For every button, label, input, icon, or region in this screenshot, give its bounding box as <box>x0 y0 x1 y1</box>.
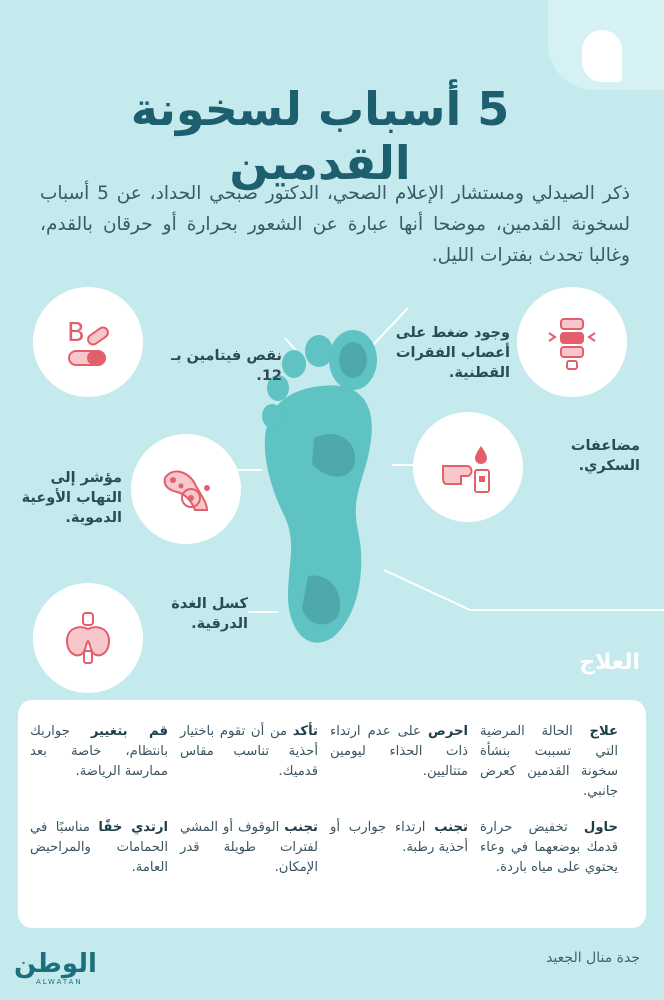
tip-card <box>480 722 618 802</box>
intro-paragraph: ذكر الصيدلي ومستشار الإعلام الصحي، الدكتور صبحي الحداد، عن 5 أسباب لسخونة القدمين، موضحا أنها عبارة عن الشعور بحرارة أو حرقان بالقدم، وغالبا تحدث بفترات الليل. <box>40 183 630 266</box>
cause-b12-label: نقص فيتامين بـ 12. <box>171 348 282 384</box>
alwatan-logo <box>14 950 114 994</box>
cause-diabetes-label: مضاعفات السكري. <box>570 438 640 474</box>
tip-text: الوقوف أو المشي لفترات طويلة قدر الإمكان. <box>180 820 318 875</box>
logo-latin: ALWATAN <box>36 978 83 986</box>
lumbar-spine-icon <box>541 311 603 373</box>
tip-lead: قم بتغيير <box>90 724 168 739</box>
tip-text: ارتداء جوارب أو أحذية رطبة. <box>330 820 468 855</box>
spine-circle <box>520 290 624 394</box>
diabetes-circle <box>416 415 520 519</box>
treatment-title: العلاج <box>579 650 640 675</box>
treatment-panel <box>18 700 646 928</box>
glucose-test-icon <box>437 436 499 498</box>
thyroid-gland-icon <box>57 607 119 669</box>
page-title: 5 أسباب لسخونة القدمين <box>130 82 510 190</box>
tip-card <box>30 722 168 782</box>
thyroid-circle <box>36 586 140 690</box>
tip-text: الحالة المرضية التي تسببت بنشأة سخونة القدمين كعرض جانبي. <box>480 724 618 799</box>
cause-thyroid-label: كسل الغدة الدرقية. <box>171 596 248 632</box>
credit-line: جدة منال الجعيد <box>546 950 640 966</box>
tip-text: على عدم ارتداء ذات الحذاء ليومين متتاليين. <box>330 724 468 779</box>
tip-card <box>30 818 168 878</box>
tip-card <box>480 818 618 878</box>
tip-text: جواربك بانتظام، خاصة بعد ممارسة الرياضة. <box>30 724 168 779</box>
tip-lead: تجنب <box>284 820 318 835</box>
b12-circle <box>36 290 140 394</box>
tip-lead: حاول <box>583 820 618 835</box>
tip-lead: تأكد <box>292 724 318 739</box>
cause-spine-label: وجود ضغط على أعصاب الفقرات القطنية. <box>395 325 510 381</box>
blood-vessel-icon <box>155 458 217 520</box>
tip-lead: علاج <box>589 724 618 739</box>
tip-card <box>180 722 318 782</box>
svg-text:B: B <box>67 318 85 348</box>
tip-card <box>180 818 318 878</box>
tip-text: تخفيض حرارة قدمك بوضعهما في وعاء يحتوي على مياه باردة. <box>480 820 618 875</box>
logo-arabic: الوطن <box>14 949 97 979</box>
tip-lead: تجنب <box>434 820 468 835</box>
vessels-circle <box>134 437 238 541</box>
vitamin-b-pills-icon <box>57 311 119 373</box>
tip-text: من أن تقوم باختيار أحذية تناسب مقاس قدميك. <box>180 724 318 779</box>
cause-vessels-label: مؤشر إلى التهاب الأوعية الدموية. <box>21 470 122 526</box>
tip-card <box>330 722 468 782</box>
tip-lead: احرص <box>428 724 468 739</box>
tip-lead: ارتدي خفًا <box>98 820 168 835</box>
tip-text: مناسبًا في الحمامات والمراحيض العامة. <box>30 820 168 875</box>
tip-card <box>330 818 468 858</box>
